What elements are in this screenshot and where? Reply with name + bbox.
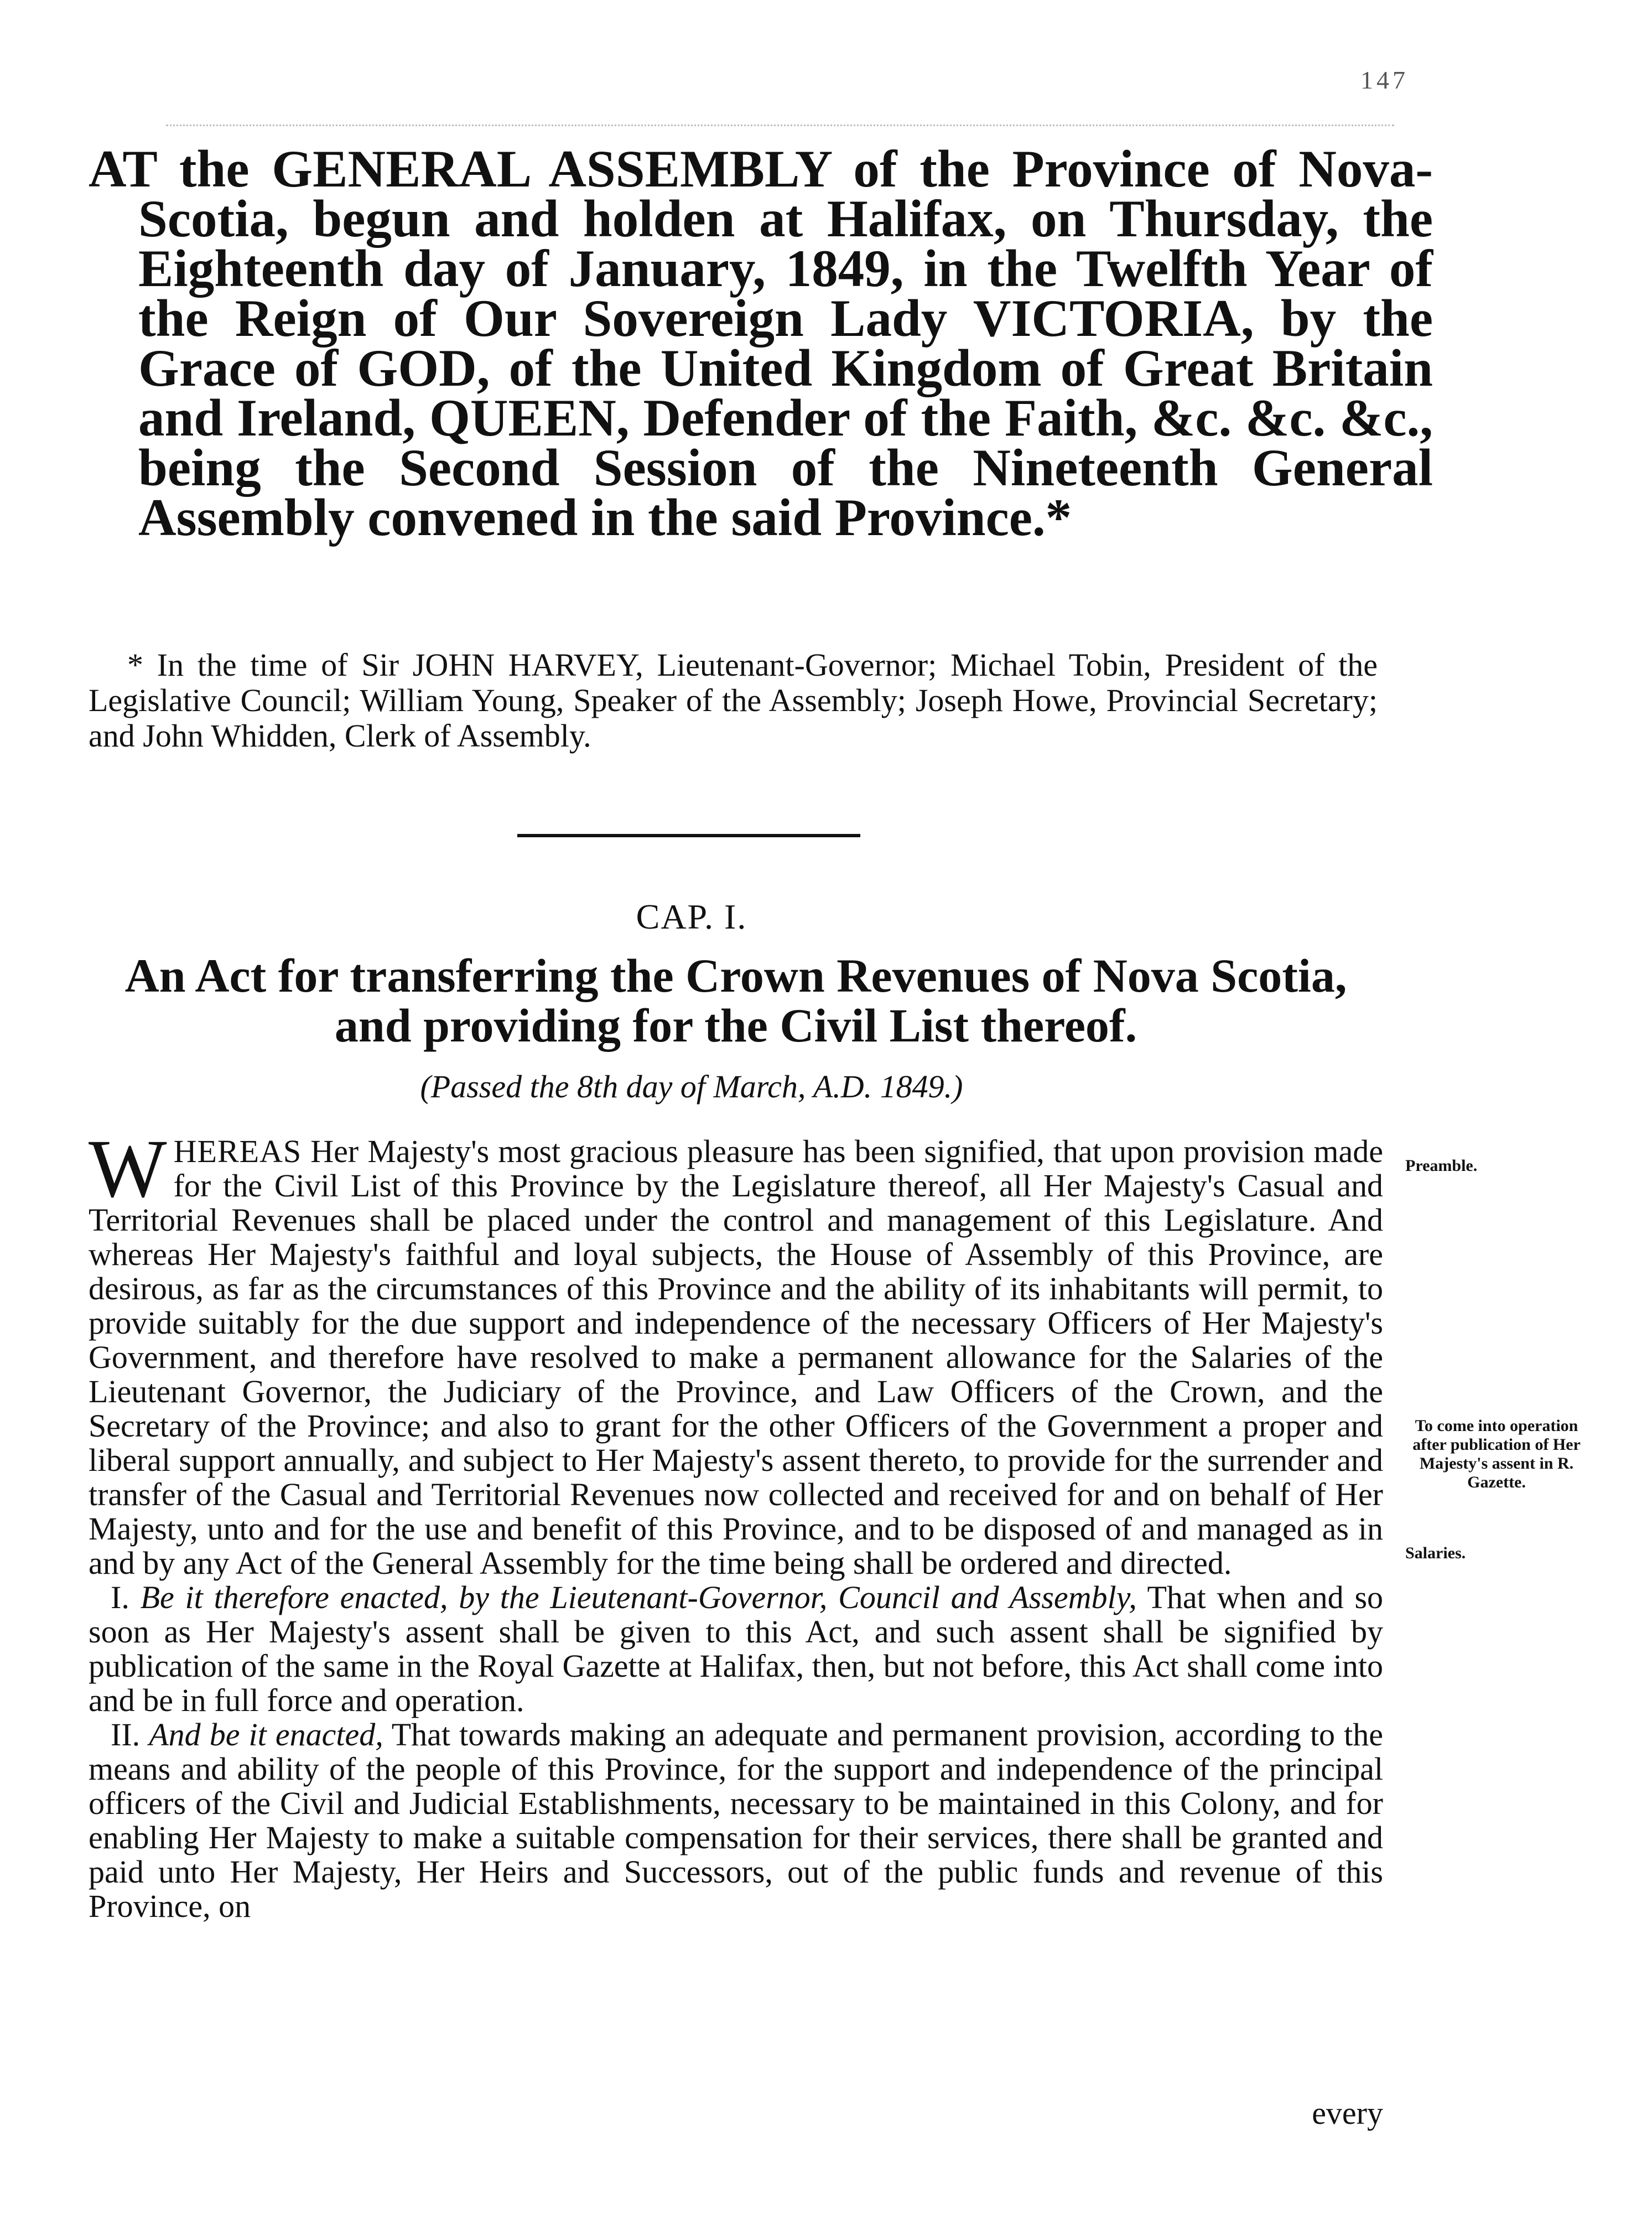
preamble-text: Her Majesty's most gracious pleasure has been signified, that upon provision made for the Civil List of this Province by the Legislature thereof, all Her Majesty's Casual and Territorial Revenues shall be placed under the control and management of this Legislature. And whereas Her Majesty's faithful and loyal subjects, the House of Assembly of this Province, are desirous, as far as the circumstances of this Province and the ability of its inhabitants will permit, to provide suitably for the due support and independence of the necessary Officers of Her Majesty's Government, and therefore have resolved to make a permanent allowance for the Salaries of the Lieutenant Governor, the Judiciary of the Province, and Law Officers of the Crown, and the Secretary of the Province; and also to grant for the other Officers of the Government a proper and liberal support annually, and subject to Her Majesty's assent thereto, to provide for the surrender and transfer of the Casual and Territorial Revenues now collected and received for and on behalf of Her Majesty, unto and for the use and benefit of this Province, and to be disposed of and managed as in and by any Act of the General Assembly for the time being shall be ordered and directed. bbox=[89, 1133, 1383, 1581]
section-divider bbox=[517, 834, 860, 837]
preamble-paragraph bbox=[89, 1123, 1383, 1581]
section-2-paragraph bbox=[89, 1718, 1383, 1924]
section-2-text: That towards making an adequate and permanent provision, according to the means and ability of the people of this Province, for the support and independence of the principal officers of the Civil and Judicial Establishments, necessary to be maintained in this Colony, and for enabling Her Majesty to make a suitable compensation for their services, there shall be granted and paid unto Her Majesty, Her Heirs and Successors, out of the public funds and revenue of this Province, on bbox=[89, 1717, 1383, 1924]
passed-date: (Passed the 8th day of March, A.D. 1849.) bbox=[420, 1069, 963, 1105]
preamble-opening-word: HEREAS bbox=[173, 1133, 302, 1169]
page-number: 147 bbox=[1360, 66, 1409, 94]
section-1-text: That when and so soon as Her Majesty's assent shall be given to this Act, and such assent shall be signified by publication of the same in the Royal Gazette at Halifax, then, but not before, this Act shall come into and be in full force and operation. bbox=[89, 1579, 1384, 1718]
act-body bbox=[89, 1123, 1384, 1924]
title-footnote: * In the time of Sir JOHN HARVEY, Lieutenant-Governor; Michael Tobin, President of the Legislative Council; William Young, Speaker of the Assembly; Joseph Howe, Provincial Secretary; and John Whidden, Clerk of Assembly. bbox=[89, 647, 1378, 754]
act-title: An Act for transferring the Crown Revenues of Nova Scotia, and providing for the Civil List thereof. bbox=[124, 949, 1347, 1052]
catchword: every bbox=[1312, 2095, 1383, 2131]
assembly-title: AT the GENERAL ASSEMBLY of the Province of Nova-Scotia, begun and holden at Halifax, on Thursday, the Eighteenth day of January, 1849, in the Twelfth Year of the Reign of Our Sovereign Lady VICTORIA, by the Grace of GOD, of the United Kingdom of Great Britain and Ireland, QUEEN, Defender of the Faith, &c. &c. &c., being the Second Session of the Nineteenth General Assembly convened in the said Province.* bbox=[89, 139, 1433, 547]
drop-cap: W bbox=[89, 1123, 167, 1215]
section-1-paragraph bbox=[89, 1580, 1383, 1718]
top-rule bbox=[166, 125, 1394, 126]
section-2-number: II. bbox=[111, 1717, 141, 1753]
margin-note-preamble: Preamble. bbox=[1405, 1157, 1478, 1175]
section-2-enacting-clause: And be it enacted, bbox=[149, 1717, 383, 1753]
section-1-enacting-clause: Be it therefore enacted, by the Lieutenant-Governor, Council and Assembly, bbox=[140, 1579, 1137, 1615]
margin-note-salaries: Salaries. bbox=[1405, 1544, 1466, 1562]
margin-note-operation: To come into operation after publication of Her Majesty's assent in R. Gazette. bbox=[1412, 1417, 1581, 1491]
chapter-label: CAP. I. bbox=[636, 897, 747, 936]
section-1-number: I. bbox=[111, 1579, 129, 1615]
